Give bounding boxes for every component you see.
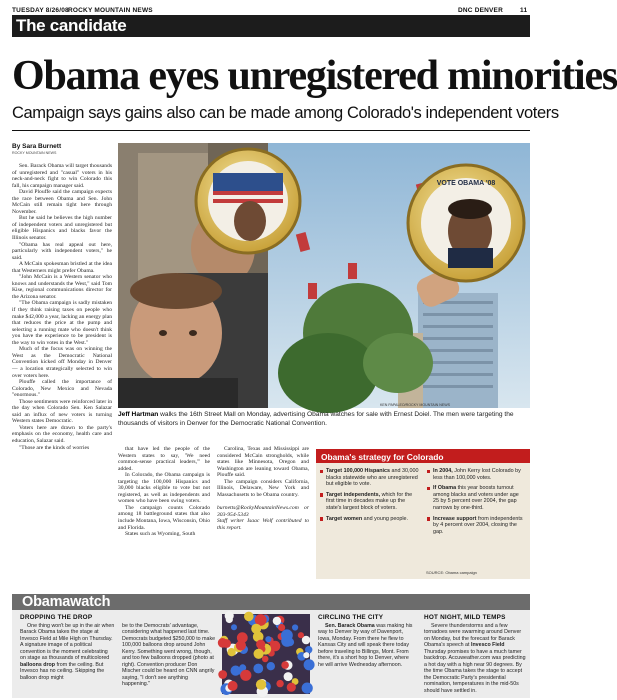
temps-text-2: Thursday promises to have a much tamer backdrop. Accuweather.com was predicting a hot day with a high near 90 degrees. By the time Obama takes the stage to accept the Democratic Party's presidential nomination, temperatures in the mid-50s should have settled in. [424, 648, 526, 694]
reporter-contact: burnetts@RockyMountainNews.com or 303-954-5343 [217, 505, 309, 518]
balloon [237, 632, 248, 643]
strategy-item-text: from independents by 4 percent over 2004, closing the gap. [433, 515, 523, 535]
story-paragraph: But he said he believes the high number of independent voters and unregistered but eligible Hispanics and blacks favor the Illinois senator. [12, 215, 112, 242]
story-paragraph: David Plouffe said the campaign expects the race between Obama and Sen. John McCain still remain tight here through November. [12, 189, 112, 215]
strategy-box-title: Obama's strategy for Colorado [316, 449, 530, 463]
strategy-item [427, 516, 526, 536]
balloon [256, 679, 266, 689]
balloon [265, 636, 271, 642]
strategy-item-bold: Increase support [433, 515, 477, 522]
story-paragraph: Voters here are drawn to the party's emphasis on the economy, health care and education, Salazar said. [12, 424, 112, 444]
item-hot-night [424, 614, 526, 694]
balloon [292, 624, 298, 630]
folio-paper: ROCKY MOUNTAIN NEWS [68, 7, 153, 14]
strategy-item-text: and young people. [362, 515, 409, 522]
balloon [287, 683, 296, 692]
strategy-item-text: which for the first time in decades make up the state's largest block of voters. [326, 491, 413, 511]
dropping-text-1: One thing won't be up in the air when Barack Obama takes the stage at Invesco Field at Mile High on Thursday. A signature image of a political convention is the moment celebrating on stage as thousands of multicolored [20, 623, 115, 662]
strategy-item-bold: In 2004, [433, 468, 453, 474]
strategy-item [320, 468, 419, 488]
story-paragraph: Carolina, Texas and Mississippi are considered McCain strongholds, while states like Minnesota, Oregon and Washington are leaning toward Obama, Plouffe said. [217, 446, 309, 479]
strategy-item-bold: Target women [326, 515, 363, 522]
strategy-box [316, 449, 530, 579]
story-column-2 [118, 446, 210, 538]
strategy-item [427, 468, 526, 481]
story-column-3 [217, 446, 309, 532]
story-paragraph: "Those are the kinds of worries [19, 444, 90, 451]
story-paragraph: "The Obama campaign is sadly mistaken if they think raising taxes on people who make $42,000 a year, lacking an energy plan that reduces the price at the pump and selecting a running mate who doesn't think you have the experience to be president is the way to win votes in the West." [12, 300, 112, 346]
folio-edition: DNC DENVER [458, 7, 503, 14]
story-paragraph: The campaign counts Colorado among 18 battleground states that also include Montana, Iowa, Wisconsin, Ohio and Florida. [118, 504, 210, 531]
section-title: The candidate [16, 16, 127, 35]
balloon [227, 648, 235, 656]
temps-text-1: Severe thunderstorms and a few tornadoes were swarming around Denver on Monday, but the forecast for Barack Obama's speech at [424, 623, 522, 649]
item-dropping-the-drop [20, 614, 220, 688]
story-paragraph: Plouffe called the importance of Colorado, New Mexico and Nevada "enormous." [12, 379, 112, 399]
balloon [270, 641, 281, 652]
story-paragraph: Those sentiments were reinforced later in the day when Colorado Sen. Ken Salazar said an influx of new voters is turning Western states Democratic. [12, 398, 112, 425]
balloon [218, 670, 227, 679]
balloon [267, 662, 275, 670]
balloon [306, 663, 313, 670]
story-paragraph: Much of the focus was on winning the West as the Democratic National Convention kicked off Monday in Denver — a location strategically selected to win over voters here. [12, 346, 112, 379]
story-paragraph: In Colorado, the Obama campaign is targeting the 100,000 Hispanics and 30,000 blacks eligible to vote but not registered, as well as independents and women who have been swing voters. [118, 472, 210, 505]
dropping-text-3: be to the Democrats' advantage, considering what happened last time. Democrats budgeted $250,000 to make 100,000 balloons drop around John Kerry. Something went wrong, though, and too few balloons dropped (photo at right). Convention producer Don Mischer could be heard on CNN angrily saying, "I don't see anything happening." [122, 623, 216, 688]
item-circling-the-city [318, 614, 414, 668]
dropping-head: DROPPING THE DROP [20, 614, 93, 621]
story-column-1 [12, 163, 112, 451]
obamawatch-header [12, 594, 530, 610]
balloon [228, 681, 238, 691]
folio-page-number: 11 [520, 7, 528, 14]
headline: Obama eyes unregistered minorities [12, 53, 617, 99]
temps-text [424, 623, 526, 694]
story-paragraph: "Obama has real appeal out here, particularly with independent voters," he said. [12, 241, 112, 261]
circling-body: was making his way to Denver by way of Davenport, Iowa, Monday. From there he flew to Kansas City and will speak there today before traveling to Billings, Mont. From there, it's a short hop to Denver, where he will arrive Wednesday afternoon. [318, 623, 413, 668]
balloon [240, 670, 251, 681]
balloon [298, 632, 304, 638]
bullet-square-icon [320, 470, 323, 473]
balloon [254, 649, 264, 659]
balloon [256, 640, 265, 649]
circling-head: CIRCLING THE CITY [318, 614, 384, 621]
balloon [278, 624, 285, 631]
balloon [251, 624, 261, 634]
balloon [276, 680, 283, 687]
photo-caption [118, 411, 530, 428]
story-paragraph: A McCain spokesman bristled at the idea that Westerners might prefer Obama. [12, 261, 112, 274]
temps-head: HOT NIGHT, MILD TEMPS [424, 614, 506, 621]
balloon [284, 672, 293, 681]
divider [12, 130, 530, 131]
circling-bold: Sen. Barack Obama [325, 623, 375, 629]
strategy-item [427, 485, 526, 511]
temps-bold: Invesco Field [470, 642, 505, 649]
bullet-square-icon [427, 487, 430, 490]
dropping-bold: balloons drop [20, 661, 56, 668]
balloon [244, 612, 254, 622]
byline: By Sara Burnett [12, 143, 62, 150]
strategy-item-text: John Kerry lost Colorado by less than 100,000 votes. [433, 468, 521, 481]
caption-name: Jeff Hartman [118, 411, 159, 418]
balloon [303, 652, 309, 658]
caption-text: walks the 16th Street Mall on Monday, advertising Obama watches for sale with Ernest Doiel. The men were targeting the thousands of visitors in Denver for the Democratic National Convention. [118, 411, 514, 427]
strategy-item-bold: Target independents, [326, 491, 381, 498]
balloon [222, 639, 231, 648]
strategy-item-bold: Target 100,000 Hispanics [326, 468, 391, 474]
obamawatch-title: Obamawatch [22, 594, 111, 610]
photo-illustration [118, 143, 530, 408]
balloon [273, 617, 281, 625]
strategy-item-bold: If Obama [433, 485, 457, 492]
circling-text [318, 623, 414, 668]
balloon-photo [222, 614, 310, 694]
strategy-list-right [423, 463, 530, 539]
subheadline: Campaign says gains also can be made among Colorado's independent voters [12, 104, 559, 122]
strategy-item [320, 516, 419, 523]
balloon [226, 616, 233, 623]
story-paragraph: Sen. Barack Obama will target thousands of unregistered and "casual" voters in his neck-and-neck fight to win Colorado this fall, his campaign manager said. [12, 163, 112, 189]
bullet-square-icon [427, 470, 430, 473]
byline-org: ROCKY MOUNTAIN NEWS [12, 151, 57, 155]
balloon [281, 635, 293, 647]
story-paragraph: "John McCain is a Western senator who knows and understands the West," said Tom Kise, regional communications director for the Arizona senator. [12, 274, 112, 300]
strategy-source: SOURCE: Obama campaign [426, 570, 477, 575]
balloon [253, 664, 263, 674]
story-column-3-text [217, 446, 309, 498]
balloon-illustration [222, 614, 310, 694]
strategy-list-left [316, 463, 423, 539]
dropping-text-col2 [122, 623, 217, 688]
bullet-square-icon [427, 517, 430, 520]
photo-credit: KEN PAPALEO/ROCKY MOUNTAIN NEWS [380, 403, 451, 407]
bullet-square-icon [320, 517, 323, 520]
story-paragraph: States such as Wyoming, South [125, 531, 196, 538]
dropping-text-2: from the ceiling. But Invesco has no ceiling. Skipping the balloon drop might [20, 661, 105, 681]
strategy-item [320, 492, 419, 512]
dropping-text-col1 [20, 623, 115, 688]
balloon [231, 624, 237, 630]
strategy-item-text: this year boosts turnout among blacks and voters under age 25 by 5 percent over 2004, the gap narrows by one-third. [433, 485, 519, 511]
balloon [262, 656, 269, 663]
strategy-item-text: and 30,000 blacks statewide who are unregistered but eligible to vote. [326, 468, 419, 488]
folio-date: TUESDAY 8/26/08 [12, 7, 69, 14]
contributor-note: Staff writer Isaac Wolf contributed to this report. [217, 518, 309, 532]
button-text: VOTE OBAMA '08 [436, 180, 496, 187]
section-header [12, 15, 530, 37]
photo [118, 143, 530, 408]
balloon [302, 683, 313, 694]
story-paragraph: The campaign considers California, Illinois, Delaware, New York and Massachusetts to be Obama country. [217, 478, 309, 498]
bullet-square-icon [320, 493, 323, 496]
balloon [231, 666, 241, 676]
story-paragraph: that have led the people of the Western states to say, 'We need common-sense practical leaders,'" he added. [118, 446, 210, 472]
balloon [281, 661, 289, 669]
